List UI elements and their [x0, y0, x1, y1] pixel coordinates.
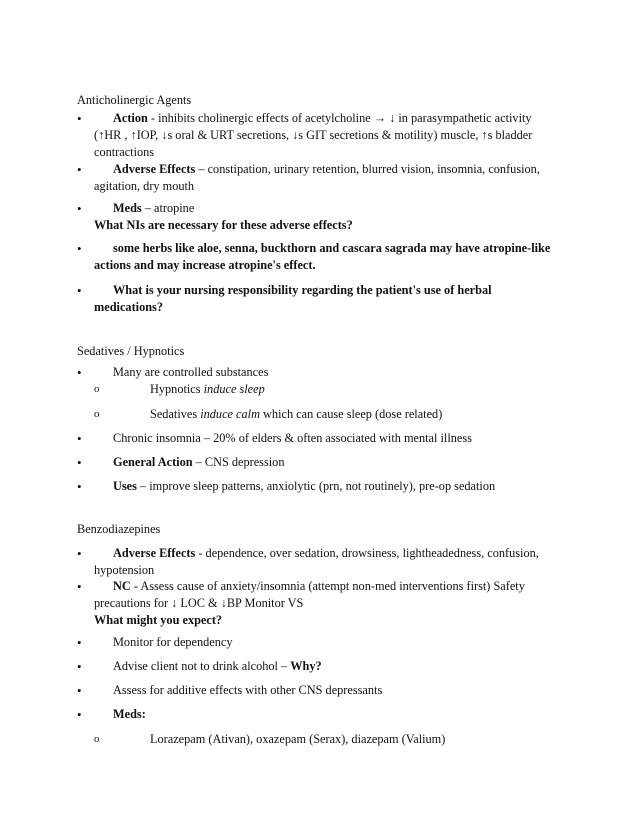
list-item: • Many are controlled substances [77, 365, 269, 380]
bullet: • [77, 283, 82, 298]
bullet: • [77, 431, 82, 446]
list-item: • Monitor for dependency [77, 635, 233, 650]
list-item: • Adverse Effects - dependence, over sedation, drowsiness, lightheadedness, confusion, hypotension [77, 546, 539, 577]
list-item: • Assess for additive effects with other CNS depressants [77, 683, 383, 698]
sub-bullet: o [94, 383, 100, 395]
list-item: • What is your nursing responsibility regarding the patient's use of herbal medications? [77, 283, 492, 314]
list-item: • Advise client not to drink alcohol – Why? [77, 659, 322, 674]
list-item: • Adverse Effects – constipation, urinary retention, blurred vision, insomnia, confusion, agitation, dry mouth [77, 162, 540, 193]
document-page: Anticholinergic Agents • Action - inhibits cholinergic effects of acetylcholine → ↓ in parasympathetic activity (↑HR , ↑IOP, ↓s oral & URT secretions, ↓s GIT secretions & motility) muscle, ↑s bladder contractions • Adverse Effects – constipation, urinary retention, blurred vision, insomnia, confusion, agitation, dry mouth • Meds – atropine What NIs are necessary for these adverse effects? • some herbs like aloe, senna, buckthorn and cascara sagrada may have atropine-like actions and may increase atropine's effect. • What is your nursing responsibility regarding the patient's use of herbal medications? Sedatives / Hypnotics • Many are controlled substances o Hypnotics induce sleep o Sedatives induce calm which can cause sleep (dose related) • Chronic insomnia – 20% of elders & often associated with mental illness • General Action – CNS depression • Uses – improve sleep patterns, anxiolytic (prn, not routinely), pre-op sedation Benzodiazepines • Adverse Effects - dependence, over sedation, drowsiness, lightheadedness, confusion, hypotension • NC - Assess cause of anxiety/insomnia (attempt non-med interventions first) Safety precautions for ↓ LOC & ↓BP Monitor VS What might you expect? • Monitor for dependency • Advise client not to drink alcohol – Why? • Assess for additive effects with other CNS depressants • Meds: o Lorazepam (Ativan), oxazepam (Serax), diazepam (Valium) [0, 0, 638, 826]
list-item: • General Action – CNS depression [77, 455, 285, 470]
section-heading-sedatives: Sedatives / Hypnotics [77, 344, 185, 358]
section-heading-benzodiazepines: Benzodiazepines [77, 522, 161, 536]
sub-bullet: o [94, 733, 100, 745]
bullet: • [77, 241, 82, 256]
list-item: • Action - inhibits cholinergic effects of acetylcholine → ↓ in parasympathetic activity (↑HR , ↑IOP, ↓s oral & URT secretions, ↓s GIT secretions & motility) muscle, ↑s bladder contractions [77, 111, 533, 159]
bullet: • [77, 111, 82, 126]
list-item: • Uses – improve sleep patterns, anxiolytic (prn, not routinely), pre-op sedation [77, 479, 496, 494]
bullet: • [77, 365, 82, 380]
list-item: • Meds: [77, 707, 146, 722]
list-item: • Chronic insomnia – 20% of elders & often associated with mental illness [77, 431, 472, 446]
bullet: • [77, 201, 82, 216]
list-item: • some herbs like aloe, senna, buckthorn and cascara sagrada may have atropine-like actions and may increase atropine's effect. [77, 241, 551, 272]
section-heading-anticholinergic: Anticholinergic Agents [77, 93, 192, 107]
list-item: • Meds – atropine What NIs are necessary for these adverse effects? [77, 201, 353, 232]
list-item: • NC - Assess cause of anxiety/insomnia (attempt non-med interventions first) Safety precautions for ↓ LOC & ↓BP Monitor VS What might you expect? [77, 579, 525, 627]
bullet: • [77, 659, 82, 674]
bullet: • [77, 579, 82, 594]
bullet: • [77, 635, 82, 650]
bullet: • [77, 707, 82, 722]
bullet: • [77, 546, 82, 561]
bullet: • [77, 162, 82, 177]
bullet: • [77, 479, 82, 494]
bullet: • [77, 455, 82, 470]
sub-bullet: o [94, 408, 100, 420]
bullet: • [77, 683, 82, 698]
